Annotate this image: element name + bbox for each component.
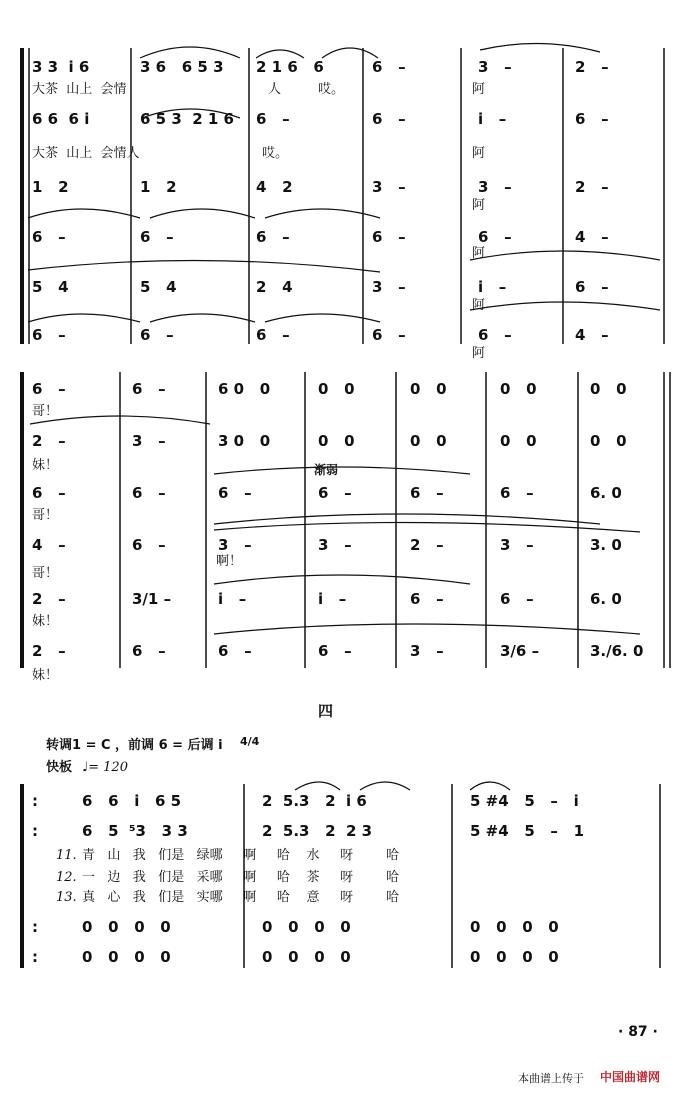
note-row: 0 0 0 0 bbox=[82, 948, 171, 966]
dynamic-marking: 渐弱 bbox=[314, 463, 339, 477]
lyric: 阿 bbox=[472, 146, 486, 161]
note-row: 6 – bbox=[575, 278, 609, 296]
lyric: 阿 bbox=[472, 298, 486, 313]
note-row: 6 – bbox=[218, 642, 252, 660]
repeat-sign: : bbox=[32, 822, 38, 840]
repeat-sign: : bbox=[32, 792, 38, 810]
note-row: 2 1 6 6 bbox=[256, 58, 324, 76]
key-change: 转调1 = C ，前调 6 = 后调 i bbox=[46, 738, 223, 753]
note-row: 3 – bbox=[218, 536, 252, 554]
note-row: 6 – bbox=[32, 228, 66, 246]
note-row: 6 5 ⁵3 3 3 bbox=[82, 822, 188, 840]
note-row: 3 – bbox=[500, 536, 534, 554]
verse-number: 13. bbox=[56, 890, 77, 905]
note-row: 2 – bbox=[410, 536, 444, 554]
note-row: 2 – bbox=[32, 642, 66, 660]
note-row: 6 – bbox=[410, 484, 444, 502]
lyric: 人 bbox=[268, 82, 282, 97]
lyric: 哎。 bbox=[262, 146, 289, 161]
verse-text: 一 边 我 们是 采哪 啊 哈 茶 呀 哈 bbox=[82, 870, 400, 885]
note-row: 6 – bbox=[372, 326, 406, 344]
note-row: 6 – bbox=[318, 484, 352, 502]
lyric: 哥！ bbox=[32, 508, 59, 523]
note-row: 3 – bbox=[132, 432, 166, 450]
note-row: 3/1 – bbox=[132, 590, 172, 608]
lyric: 阿 bbox=[472, 346, 486, 361]
verse-text: 青 山 我 们是 绿哪 啊 哈 水 呀 哈 bbox=[82, 848, 400, 863]
note-row: 3 0 0 bbox=[218, 432, 271, 450]
tempo-value: ♩= 120 bbox=[82, 760, 128, 775]
lyric: 哎。 bbox=[318, 82, 345, 97]
note-row: 6. 0 bbox=[590, 484, 622, 502]
note-row: 5 4 bbox=[140, 278, 177, 296]
note-row: 6 5 3 2 1 6 bbox=[140, 110, 234, 128]
note-row: i – bbox=[478, 278, 507, 296]
note-row: 6 – bbox=[575, 110, 609, 128]
note-row: 4 – bbox=[575, 326, 609, 344]
note-row: 6 – bbox=[500, 590, 534, 608]
lyric: 妹！ bbox=[32, 668, 59, 683]
tempo-label: 快板 bbox=[46, 760, 73, 775]
note-row: 6 – bbox=[32, 484, 66, 502]
note-row: 3 6 6 5 3 bbox=[140, 58, 224, 76]
lyric: 阿 bbox=[472, 246, 486, 261]
note-row: 6 – bbox=[372, 228, 406, 246]
repeat-sign: : bbox=[32, 948, 38, 966]
note-row: 6 – bbox=[500, 484, 534, 502]
note-row: 6 – bbox=[256, 228, 290, 246]
note-row: 4 2 bbox=[256, 178, 293, 196]
note-row: 6 – bbox=[218, 484, 252, 502]
note-row: 1 2 bbox=[140, 178, 177, 196]
note-row: 0 0 bbox=[318, 380, 355, 398]
note-row: 6 – bbox=[132, 380, 166, 398]
note-row: 6 – bbox=[256, 326, 290, 344]
note-row: 0 0 0 0 bbox=[470, 948, 559, 966]
note-row: 0 0 bbox=[318, 432, 355, 450]
note-row: 5 #4 5 – i bbox=[470, 792, 579, 810]
lyric: 大茶 山上 会情 bbox=[32, 82, 127, 97]
note-row: 3 3 i 6 bbox=[32, 58, 90, 76]
note-row: 0 0 bbox=[410, 432, 447, 450]
note-row: 3 – bbox=[478, 58, 512, 76]
note-row: 5 #4 5 – 1 bbox=[470, 822, 585, 840]
note-row: 5 4 bbox=[32, 278, 69, 296]
lyric: 哥！ bbox=[32, 566, 59, 581]
note-row: 2 – bbox=[32, 590, 66, 608]
note-row: 6 – bbox=[132, 536, 166, 554]
note-row: 0 0 0 0 bbox=[262, 948, 351, 966]
note-row: 4 – bbox=[32, 536, 66, 554]
note-row: 6 – bbox=[478, 228, 512, 246]
note-row: 0 0 0 0 bbox=[470, 918, 559, 936]
note-row: 3 – bbox=[372, 278, 406, 296]
note-row: 6 – bbox=[140, 326, 174, 344]
verse-number: 11. bbox=[56, 848, 77, 863]
note-row: 0 0 0 0 bbox=[82, 918, 171, 936]
note-row: 6 – bbox=[140, 228, 174, 246]
note-row: 6 – bbox=[478, 326, 512, 344]
note-row: 2 – bbox=[575, 58, 609, 76]
note-row: 0 0 bbox=[410, 380, 447, 398]
note-row: 2 4 bbox=[256, 278, 293, 296]
note-row: 3 – bbox=[410, 642, 444, 660]
note-row: 0 0 bbox=[590, 380, 627, 398]
note-row: 6 – bbox=[32, 380, 66, 398]
note-row: i – bbox=[318, 590, 347, 608]
note-row: 2 – bbox=[32, 432, 66, 450]
note-row: 6 6 6 i bbox=[32, 110, 90, 128]
time-signature: 4/4 bbox=[240, 735, 260, 748]
page-number: · 87 · bbox=[618, 1024, 658, 1040]
note-row: 3./6. 0 bbox=[590, 642, 644, 660]
note-row: 6. 0 bbox=[590, 590, 622, 608]
note-row: 1 2 bbox=[32, 178, 69, 196]
note-row: 2 5.3 2 i 6 bbox=[262, 792, 367, 810]
verse-number: 12. bbox=[56, 870, 77, 885]
note-row: i – bbox=[218, 590, 247, 608]
note-row: 6 6 i 6 5 bbox=[82, 792, 182, 810]
note-row: 6 – bbox=[32, 326, 66, 344]
note-row: 6 – bbox=[132, 484, 166, 502]
note-row: 3. 0 bbox=[590, 536, 622, 554]
note-row: 2 – bbox=[575, 178, 609, 196]
lyric: 哥！ bbox=[32, 404, 59, 419]
note-row: 0 0 0 0 bbox=[262, 918, 351, 936]
site-logo: 中国曲谱网 bbox=[600, 1070, 661, 1084]
note-row: 0 0 bbox=[590, 432, 627, 450]
note-row: 0 0 bbox=[500, 380, 537, 398]
note-row: 3 – bbox=[318, 536, 352, 554]
note-row: 6 – bbox=[372, 110, 406, 128]
note-row: 6 – bbox=[132, 642, 166, 660]
lyric: 啊！ bbox=[216, 554, 243, 569]
section-number: 四 bbox=[318, 702, 334, 720]
note-row: 6 – bbox=[318, 642, 352, 660]
lyric: 阿 bbox=[472, 82, 486, 97]
note-row: 2 5.3 2 2 3 bbox=[262, 822, 373, 840]
note-row: i – bbox=[478, 110, 507, 128]
note-row: 6 – bbox=[410, 590, 444, 608]
lyric: 妹！ bbox=[32, 458, 59, 473]
note-row: 3/6 – bbox=[500, 642, 540, 660]
note-row: 6 0 0 bbox=[218, 380, 271, 398]
note-row: 6 – bbox=[256, 110, 290, 128]
lyric: 妹！ bbox=[32, 614, 59, 629]
note-row: 6 – bbox=[372, 58, 406, 76]
note-row: 0 0 bbox=[500, 432, 537, 450]
verse-text: 真 心 我 们是 实哪 啊 哈 意 呀 哈 bbox=[82, 890, 400, 905]
note-row: 3 – bbox=[478, 178, 512, 196]
repeat-sign: : bbox=[32, 918, 38, 936]
note-row: 3 – bbox=[372, 178, 406, 196]
note-row: 4 – bbox=[575, 228, 609, 246]
lyric: 大茶 山上 会情人 bbox=[32, 146, 140, 161]
lyric: 阿 bbox=[472, 198, 486, 213]
footer-text: 本曲谱上传于 bbox=[518, 1072, 584, 1085]
